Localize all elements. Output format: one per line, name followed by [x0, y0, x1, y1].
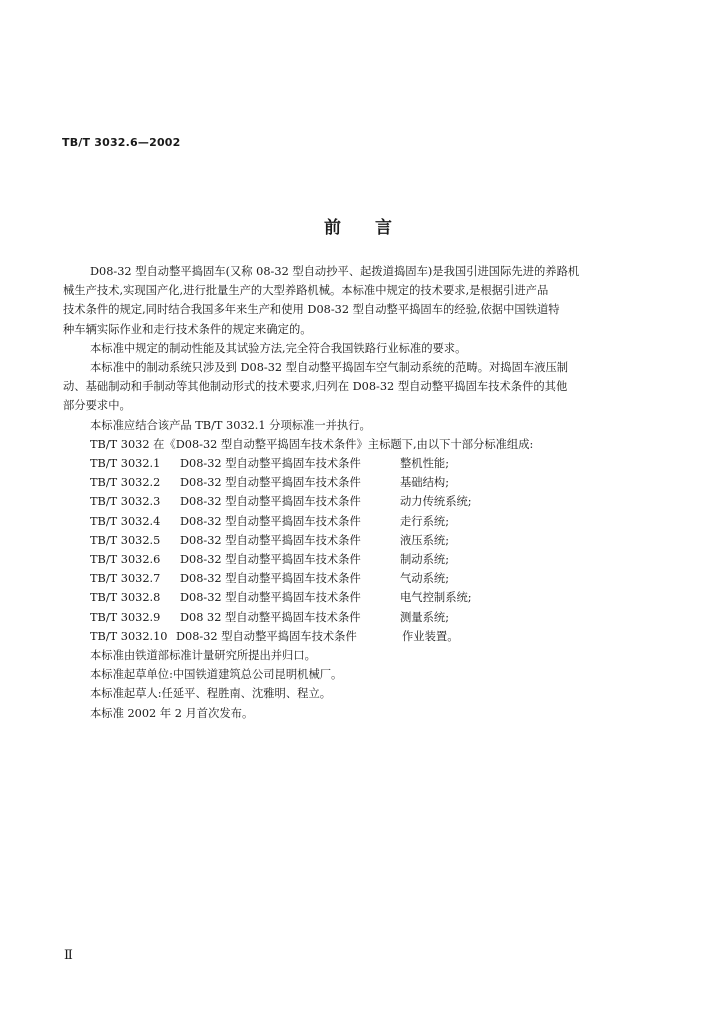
part-code: TB/T 3032.6	[90, 553, 161, 567]
paragraph-line: 部分要求中。	[63, 399, 131, 413]
part-code: TB/T 3032.3	[90, 495, 161, 509]
closing-drafting-unit: 本标准起草单位:中国铁道建筑总公司昆明机械厂。	[90, 668, 343, 682]
part-code: TB/T 3032.8	[90, 591, 161, 605]
closing-proposed: 本标准由铁道部标准计量研究所提出并归口。	[90, 649, 316, 663]
part-title: D08-32 型自动整平捣固车技术条件	[180, 591, 361, 605]
part-code: TB/T 3032.4	[90, 514, 161, 528]
part-code: TB/T 3032.5	[90, 533, 161, 547]
paragraph-line: 种车辆实际作业和走行技术条件的规定来确定的。	[63, 322, 312, 336]
paragraph-line: 动、基础制动和手制动等其他制动形式的技术要求,归列在 D08-32 型自动整平捣固车技术条件的其他	[63, 380, 568, 394]
part-code: TB/T 3032.10	[90, 629, 168, 643]
part-subject: 电气控制系统;	[400, 591, 472, 605]
part-code: TB/T 3032.2	[90, 476, 161, 490]
paragraph-braking-performance: 本标准中规定的制动性能及其试验方法,完全符合我国铁路行业标准的要求。	[90, 341, 467, 355]
part-subject: 液压系统;	[400, 533, 449, 547]
paragraph-braking-scope	[63, 358, 650, 416]
part-title: D08-32 型自动整平捣固车技术条件	[176, 629, 357, 643]
part-title: D08-32 型自动整平捣固车技术条件	[180, 553, 361, 567]
page-number: Ⅱ	[64, 948, 73, 963]
parts-list-item	[90, 550, 650, 569]
part-title: D08 32 型自动整平捣固车技术条件	[180, 610, 361, 624]
part-code: TB/T 3032.1	[90, 457, 161, 471]
part-subject: 整机性能;	[400, 457, 449, 471]
document-body	[63, 262, 650, 723]
parts-list-item	[90, 627, 650, 646]
parts-list-item	[90, 492, 650, 511]
paragraph-line: D08-32 型自动整平捣固车(又称 08-32 型自动抄平、起拨道捣固车)是我国引进国际先进的养路机	[90, 265, 580, 278]
parts-list-item	[90, 569, 650, 588]
parts-list-item	[90, 512, 650, 531]
closing-drafters: 本标准起草人:任延平、程胜南、沈雅明、程立。	[90, 687, 332, 701]
part-title: D08-32 型自动整平捣固车技术条件	[180, 514, 361, 528]
closing-first-issue: 本标准 2002 年 2 月首次发布。	[90, 706, 254, 720]
paragraph-parts-intro: TB/T 3032 在《D08-32 型自动整平捣固车技术条件》主标题下,由以下十部分标准组成:	[90, 437, 534, 451]
parts-list	[90, 454, 650, 646]
part-title: D08-32 型自动整平捣固车技术条件	[180, 533, 361, 547]
paragraph-combined-use: 本标准应结合该产品 TB/T 3032.1 分项标准一并执行。	[90, 418, 371, 432]
part-subject: 基础结构;	[400, 476, 449, 490]
part-code: TB/T 3032.7	[90, 572, 161, 586]
part-subject: 制动系统;	[400, 553, 449, 567]
part-subject: 气动系统;	[400, 572, 449, 586]
part-title: D08-32 型自动整平捣固车技术条件	[180, 495, 361, 509]
part-title: D08-32 型自动整平捣固车技术条件	[180, 476, 361, 490]
paragraph-intro	[63, 262, 650, 339]
part-subject: 作业装置。	[402, 629, 459, 643]
paragraph-line: 本标准中的制动系统只涉及到 D08-32 型自动整平捣固车空气制动系统的范畴。对捣固车液压制	[90, 361, 569, 375]
page-title: 前言	[324, 218, 426, 238]
standard-number: TB/T 3032.6—2002	[62, 136, 181, 149]
paragraph-line: 技术条件的规定,同时结合我国多年来生产和使用 D08-32 型自动整平捣固车的经验,依据中国铁道特	[63, 303, 560, 317]
part-subject: 动力传统系统;	[400, 495, 472, 509]
parts-list-item	[90, 588, 650, 607]
parts-list-item	[90, 454, 650, 473]
parts-list-item	[90, 531, 650, 550]
paragraph-line: 械生产技术,实现国产化,进行批量生产的大型养路机械。本标准中规定的技术要求,是根据引进产品	[63, 284, 549, 298]
part-subject: 测量系统;	[400, 610, 449, 624]
parts-list-item	[90, 608, 650, 627]
parts-list-item	[90, 473, 650, 492]
part-code: TB/T 3032.9	[90, 610, 161, 624]
part-title: D08-32 型自动整平捣固车技术条件	[180, 572, 361, 586]
part-subject: 走行系统;	[400, 514, 449, 528]
part-title: D08-32 型自动整平捣固车技术条件	[180, 457, 361, 471]
